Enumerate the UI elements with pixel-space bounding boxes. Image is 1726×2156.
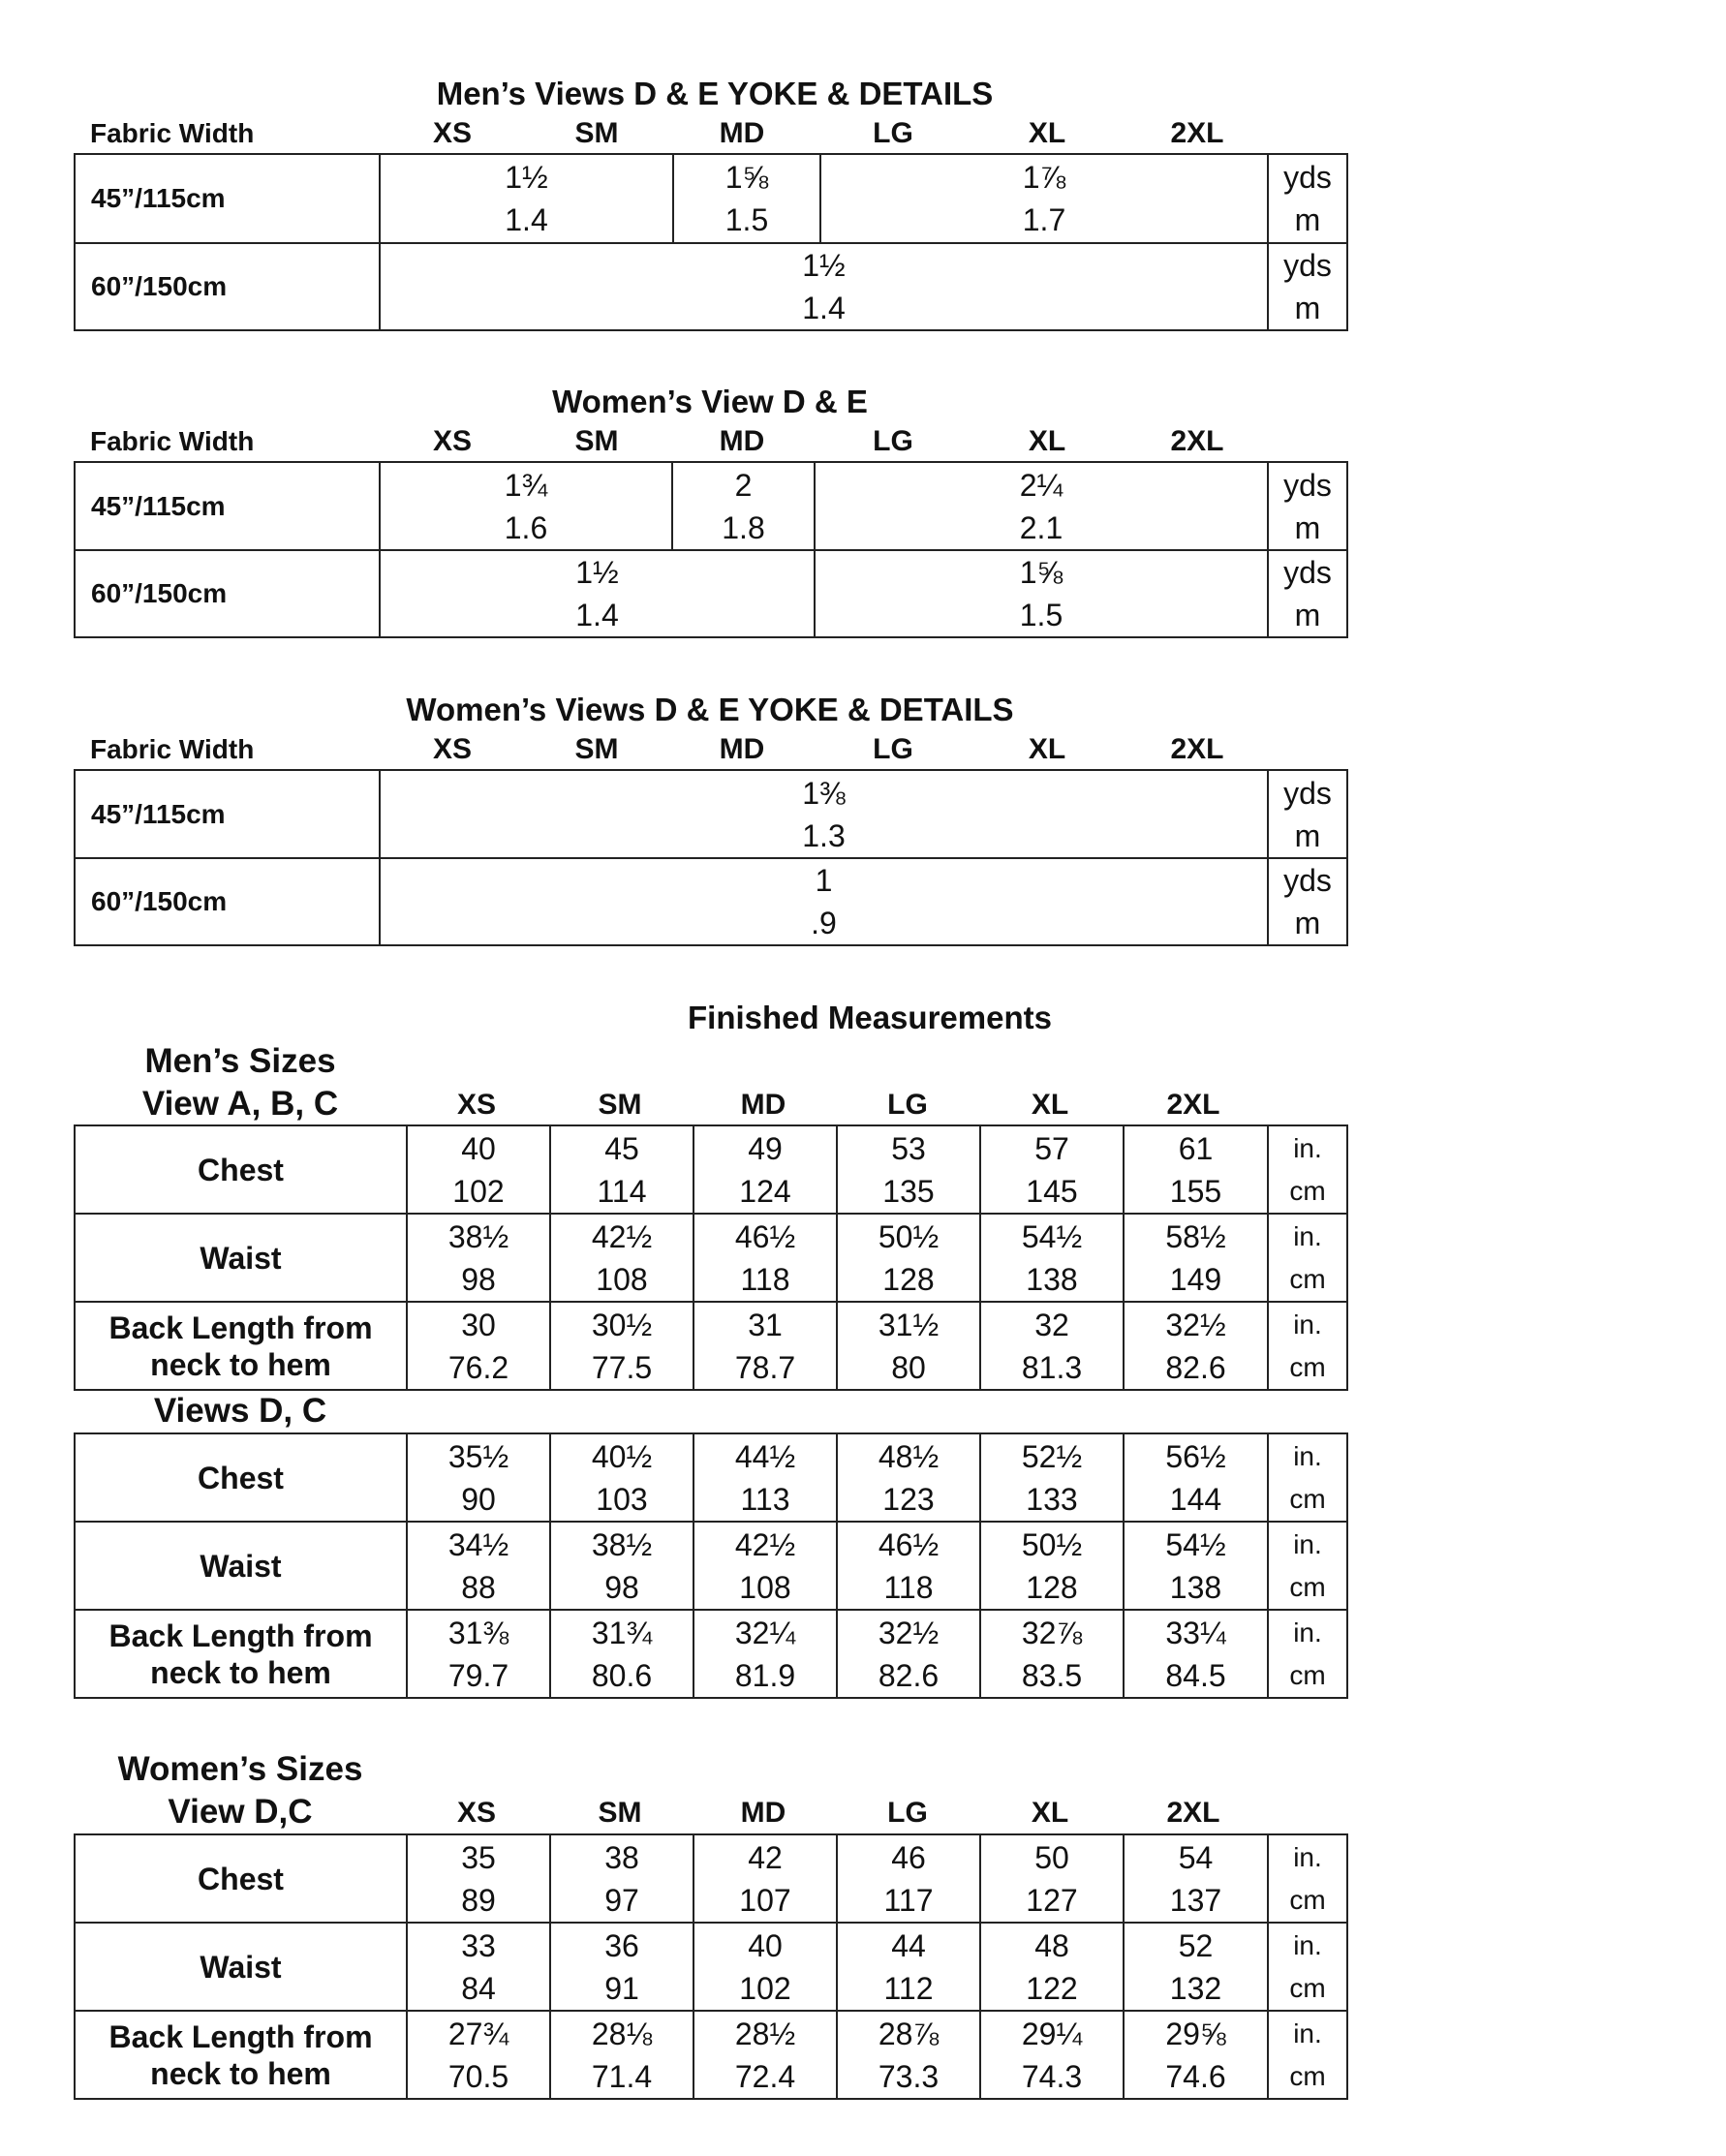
- measurement-cell: 28⅛ 71.4: [550, 2011, 693, 2099]
- measurement-cell: 31 78.7: [693, 1302, 837, 1390]
- size-header-xs: XS: [432, 117, 473, 149]
- fabric-table-1: [74, 153, 1348, 331]
- measurement-cell: 42½ 108: [693, 1522, 837, 1610]
- yardage-cell: 1⅝ 1.5: [673, 154, 820, 243]
- measurement-cell: 36 91: [550, 1923, 693, 2011]
- measurement-cell: 32⅞ 83.5: [980, 1610, 1124, 1698]
- measurement-cell: 44 112: [837, 1923, 980, 2011]
- size-header-xl: XL: [1028, 425, 1066, 457]
- yardage-cell: 1½ 1.4: [380, 550, 815, 637]
- units-cell: yds m: [1268, 550, 1347, 637]
- size-header-2xl: 2XL: [1166, 1089, 1220, 1121]
- units-cell: in. cm: [1268, 1125, 1347, 1214]
- fabric-table-2-title: Women’s View D & E: [552, 384, 868, 419]
- size-header-sm: SM: [574, 425, 619, 457]
- measurement-label: Chest: [75, 1125, 407, 1214]
- fabric-table-3: [74, 769, 1348, 946]
- measurement-cell: 45 114: [550, 1125, 693, 1214]
- table-row: [75, 1125, 1347, 1214]
- measurement-cell: 46½ 118: [693, 1214, 837, 1302]
- measurement-cell: 49 124: [693, 1125, 837, 1214]
- measurement-cell: 31⅜ 79.7: [407, 1610, 550, 1698]
- measurement-cell: 31¾ 80.6: [550, 1610, 693, 1698]
- yardage-cell: 1¾ 1.6: [380, 462, 672, 550]
- fabric-width-label: Fabric Width: [90, 426, 255, 456]
- measurement-cell: 38½ 98: [407, 1214, 550, 1302]
- measurement-cell: 44½ 113: [693, 1433, 837, 1522]
- measurement-cell: 53 135: [837, 1125, 980, 1214]
- measurement-cell: 33¼ 84.5: [1124, 1610, 1268, 1698]
- table-row: [75, 1214, 1347, 1302]
- mens-views-d-c-table: [74, 1432, 1348, 1699]
- measurement-cell: 54 137: [1124, 1834, 1268, 1923]
- measurement-cell: 38 97: [550, 1834, 693, 1923]
- table-row: [75, 154, 1347, 243]
- size-header-md: MD: [719, 117, 765, 149]
- measurement-cell: 54½ 138: [980, 1214, 1124, 1302]
- table-row: [75, 462, 1347, 550]
- units-cell: in. cm: [1268, 1610, 1347, 1698]
- size-header-lg: LG: [887, 1797, 928, 1829]
- size-header-2xl: 2XL: [1170, 733, 1224, 765]
- size-header-sm: SM: [574, 117, 619, 149]
- units-cell: yds m: [1268, 770, 1347, 858]
- units-cell: in. cm: [1268, 1522, 1347, 1610]
- measurement-cell: 46½ 118: [837, 1522, 980, 1610]
- measurement-cell: 35 89: [407, 1834, 550, 1923]
- measurement-cell: 33 84: [407, 1923, 550, 2011]
- table-row: [75, 550, 1347, 637]
- measurement-cell: 28⅞ 73.3: [837, 2011, 980, 2099]
- table-row: [75, 1610, 1347, 1698]
- size-header-2xl: 2XL: [1166, 1797, 1220, 1829]
- measurement-cell: 54½ 138: [1124, 1522, 1268, 1610]
- measurement-cell: 58½ 149: [1124, 1214, 1268, 1302]
- mens-measurements-table: [74, 1124, 1348, 1391]
- measurement-cell: 29⅝ 74.6: [1124, 2011, 1268, 2099]
- measurement-cell: 50 127: [980, 1834, 1124, 1923]
- row-label: 60”/150cm: [75, 243, 380, 330]
- units-cell: in. cm: [1268, 1302, 1347, 1390]
- finished-measurements-title: Finished Measurements: [688, 1000, 1052, 1035]
- measurement-cell: 52 132: [1124, 1923, 1268, 2011]
- measurement-cell: 42 107: [693, 1834, 837, 1923]
- table-row: [75, 1522, 1347, 1610]
- fabric-width-label: Fabric Width: [90, 118, 255, 148]
- units-cell: yds m: [1268, 858, 1347, 945]
- measurement-cell: 30½ 77.5: [550, 1302, 693, 1390]
- size-header-lg: LG: [887, 1089, 928, 1121]
- measurement-cell: 38½ 98: [550, 1522, 693, 1610]
- measurement-cell: 32½ 82.6: [1124, 1302, 1268, 1390]
- measurement-cell: 46 117: [837, 1834, 980, 1923]
- measurement-cell: 40 102: [693, 1923, 837, 2011]
- measurement-cell: 50½ 128: [980, 1522, 1124, 1610]
- measurement-cell: 27¾ 70.5: [407, 2011, 550, 2099]
- row-label: 45”/115cm: [75, 770, 380, 858]
- size-header-md: MD: [719, 733, 765, 765]
- size-header-md: MD: [719, 425, 765, 457]
- size-header-xs: XS: [432, 733, 473, 765]
- units-cell: in. cm: [1268, 1214, 1347, 1302]
- mens-sizes-heading: Men’s Sizes View A, B, C: [141, 1042, 339, 1123]
- size-header-md: MD: [740, 1797, 786, 1829]
- measurement-label: Waist: [75, 1214, 407, 1302]
- yardage-cell: 1⅞ 1.7: [820, 154, 1268, 243]
- measurement-cell: 32¼ 81.9: [693, 1610, 837, 1698]
- size-header-xl: XL: [1028, 733, 1066, 765]
- measurement-label: Waist: [75, 1522, 407, 1610]
- size-header-xs: XS: [432, 425, 473, 457]
- row-label: 45”/115cm: [75, 154, 380, 243]
- table-row: [75, 1433, 1347, 1522]
- size-header-xs: XS: [456, 1797, 497, 1829]
- measurement-cell: 42½ 108: [550, 1214, 693, 1302]
- size-header-xl: XL: [1031, 1089, 1069, 1121]
- units-cell: in. cm: [1268, 1834, 1347, 1923]
- units-cell: in. cm: [1268, 1433, 1347, 1522]
- size-header-xs: XS: [456, 1089, 497, 1121]
- table-row: [75, 770, 1347, 858]
- measurement-label: Chest: [75, 1433, 407, 1522]
- units-cell: yds m: [1268, 243, 1347, 330]
- fabric-width-label: Fabric Width: [90, 734, 255, 764]
- table-row: [75, 1302, 1347, 1390]
- size-header-lg: LG: [873, 733, 913, 765]
- measurement-cell: 48½ 123: [837, 1433, 980, 1522]
- measurement-cell: 34½ 88: [407, 1522, 550, 1610]
- measurement-cell: 48 122: [980, 1923, 1124, 2011]
- measurement-cell: 32 81.3: [980, 1302, 1124, 1390]
- measurement-cell: 32½ 82.6: [837, 1610, 980, 1698]
- measurement-cell: 50½ 128: [837, 1214, 980, 1302]
- measurement-cell: 52½ 133: [980, 1433, 1124, 1522]
- yardage-cell: 1⅝ 1.5: [815, 550, 1268, 637]
- measurement-label: Back Length from neck to hem: [75, 2011, 407, 2099]
- measurement-label: Back Length from neck to hem: [75, 1302, 407, 1390]
- units-cell: yds m: [1268, 154, 1347, 243]
- yardage-cell: 1½ 1.4: [380, 243, 1268, 330]
- womens-sizes-heading: Women’s Sizes View D,C: [117, 1750, 363, 1831]
- measurement-cell: 28½ 72.4: [693, 2011, 837, 2099]
- size-header-lg: LG: [873, 117, 913, 149]
- size-header-md: MD: [740, 1089, 786, 1121]
- row-label: 60”/150cm: [75, 858, 380, 945]
- measurement-cell: 30 76.2: [407, 1302, 550, 1390]
- measurement-label: Waist: [75, 1923, 407, 2011]
- fabric-table-3-title: Women’s Views D & E YOKE & DETAILS: [406, 692, 1014, 727]
- measurement-label: Chest: [75, 1834, 407, 1923]
- size-header-xl: XL: [1031, 1797, 1069, 1829]
- table-row: [75, 858, 1347, 945]
- measurement-cell: 29¼ 74.3: [980, 2011, 1124, 2099]
- measurement-cell: 35½ 90: [407, 1433, 550, 1522]
- units-cell: yds m: [1268, 462, 1347, 550]
- yardage-cell: 1⅜ 1.3: [380, 770, 1268, 858]
- fabric-table-2: [74, 461, 1348, 638]
- yardage-cell: 1½ 1.4: [380, 154, 673, 243]
- row-label: 45”/115cm: [75, 462, 380, 550]
- measurement-cell: 56½ 144: [1124, 1433, 1268, 1522]
- table-row: [75, 1834, 1347, 1923]
- yardage-cell: 2¼ 2.1: [815, 462, 1268, 550]
- units-cell: in. cm: [1268, 1923, 1347, 2011]
- table-row: [75, 2011, 1347, 2099]
- units-cell: in. cm: [1268, 2011, 1347, 2099]
- table-row: [75, 243, 1347, 330]
- size-header-sm: SM: [598, 1089, 642, 1121]
- measurement-cell: 40½ 103: [550, 1433, 693, 1522]
- womens-measurements-table: [74, 1833, 1348, 2100]
- measurement-cell: 61 155: [1124, 1125, 1268, 1214]
- size-header-lg: LG: [873, 425, 913, 457]
- size-header-sm: SM: [574, 733, 619, 765]
- table-row: [75, 1923, 1347, 2011]
- measurement-cell: 57 145: [980, 1125, 1124, 1214]
- measurement-label: Back Length from neck to hem: [75, 1610, 407, 1698]
- measurement-cell: 31½ 80: [837, 1302, 980, 1390]
- row-label: 60”/150cm: [75, 550, 380, 637]
- size-header-sm: SM: [598, 1797, 642, 1829]
- size-header-2xl: 2XL: [1170, 117, 1224, 149]
- size-header-xl: XL: [1028, 117, 1066, 149]
- mens-views-d-c-heading: Views D, C: [153, 1392, 327, 1430]
- size-header-2xl: 2XL: [1170, 425, 1224, 457]
- measurement-cell: 40 102: [407, 1125, 550, 1214]
- yardage-cell: 2 1.8: [672, 462, 815, 550]
- yardage-cell: 1 .9: [380, 858, 1268, 945]
- fabric-table-1-title: Men’s Views D & E YOKE & DETAILS: [436, 76, 994, 111]
